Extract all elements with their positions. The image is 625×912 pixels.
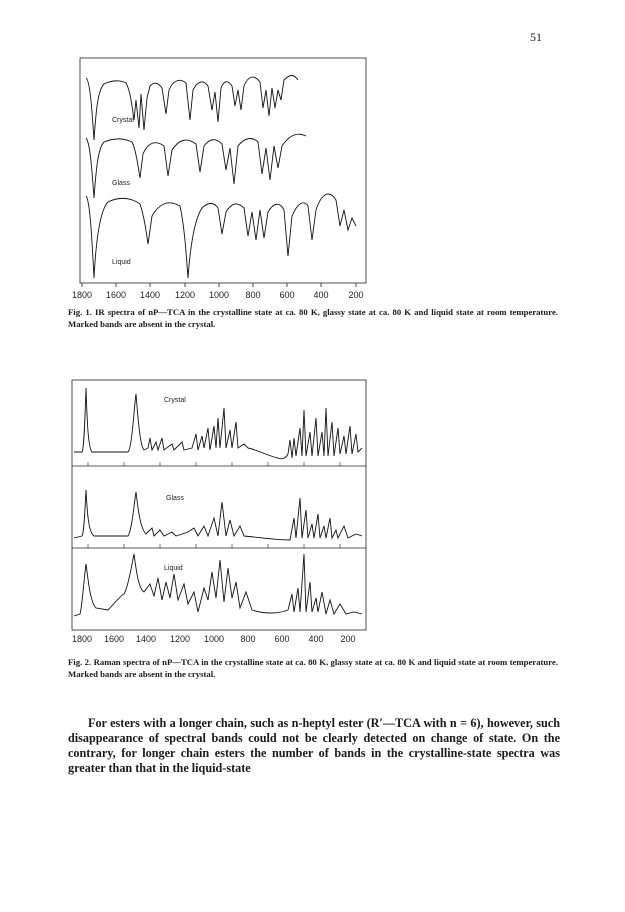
raman-tick-1800: 1800: [71, 634, 93, 644]
raman-glass-spectrum: [74, 490, 362, 540]
figure-2-caption-text: Raman spectra of nP—TCA in the crystalline state at ca. 80 K, glassy state at ca. 80 K and liquid state at room temperature. Marked bands are absent in the crystal.: [68, 657, 558, 679]
raman-label-liquid: Liquid: [164, 565, 183, 572]
ir-x-ticks: [82, 283, 356, 287]
body-paragraph-text: For esters with a longer chain, such as n-heptyl ester (R′—TCA with n = 6), however, such disappearance of spectral bands could not be clearly detected on change of state. On the contrary, for longer chain esters the number of bands in the crystalline-state spectra was greater than that in the liquid-state: [68, 716, 560, 775]
raman-crystal-spectrum: [74, 388, 362, 459]
figure-1-caption-label: Fig. 1.: [68, 307, 92, 317]
ir-x-tick-labels: [72, 290, 364, 300]
raman-tick-1400: 1400: [135, 634, 157, 644]
raman-label-glass: Glass: [166, 495, 184, 502]
raman-tick-1000: 1000: [203, 634, 225, 644]
ir-tick-1200: 1200: [174, 290, 196, 300]
raman-tick-400: 400: [308, 634, 324, 644]
ir-tick-400: 400: [313, 290, 329, 300]
raman-spectra-plot: [68, 378, 378, 648]
ir-tick-1000: 1000: [208, 290, 230, 300]
ir-tick-1400: 1400: [139, 290, 161, 300]
raman-tick-1200: 1200: [169, 634, 191, 644]
raman-label-crystal: Crystal: [164, 397, 186, 404]
raman-x-tick-labels: [72, 634, 356, 644]
ir-label-crystal: Crystal: [112, 117, 134, 124]
page-number: 51: [530, 30, 542, 44]
ir-crystal-spectrum: [86, 76, 298, 141]
ir-label-liquid: Liquid: [112, 259, 131, 266]
ir-spectra-plot: [68, 50, 378, 305]
ir-glass-spectrum: [86, 134, 306, 198]
raman-liquid-spectrum: [74, 554, 362, 616]
ir-tick-800: 800: [245, 290, 261, 300]
body-paragraph: [68, 716, 560, 776]
ir-tick-1600: 1600: [105, 290, 127, 300]
figure-2-raman-spectra: [68, 378, 378, 648]
figure-2-caption-label: Fig. 2.: [68, 657, 92, 667]
figure-1-ir-spectra: [68, 50, 378, 305]
raman-tick-600: 600: [274, 634, 290, 644]
ir-tick-600: 600: [279, 290, 295, 300]
figure-2-caption: [68, 656, 558, 680]
ir-plot-frame: [80, 58, 366, 283]
raman-tick-1600: 1600: [103, 634, 125, 644]
ir-label-glass: Glass: [112, 180, 130, 187]
raman-tick-200: 200: [340, 634, 356, 644]
ir-tick-1800: 1800: [71, 290, 93, 300]
raman-tick-800: 800: [240, 634, 256, 644]
ir-tick-200: 200: [348, 290, 364, 300]
figure-1-caption-text: IR spectra of nP—TCA in the crystalline state at ca. 80 K, glassy state at ca. 80 K and liquid state at room temperature. Marked bands are absent in the crystal.: [68, 307, 558, 329]
figure-1-caption: [68, 306, 558, 330]
